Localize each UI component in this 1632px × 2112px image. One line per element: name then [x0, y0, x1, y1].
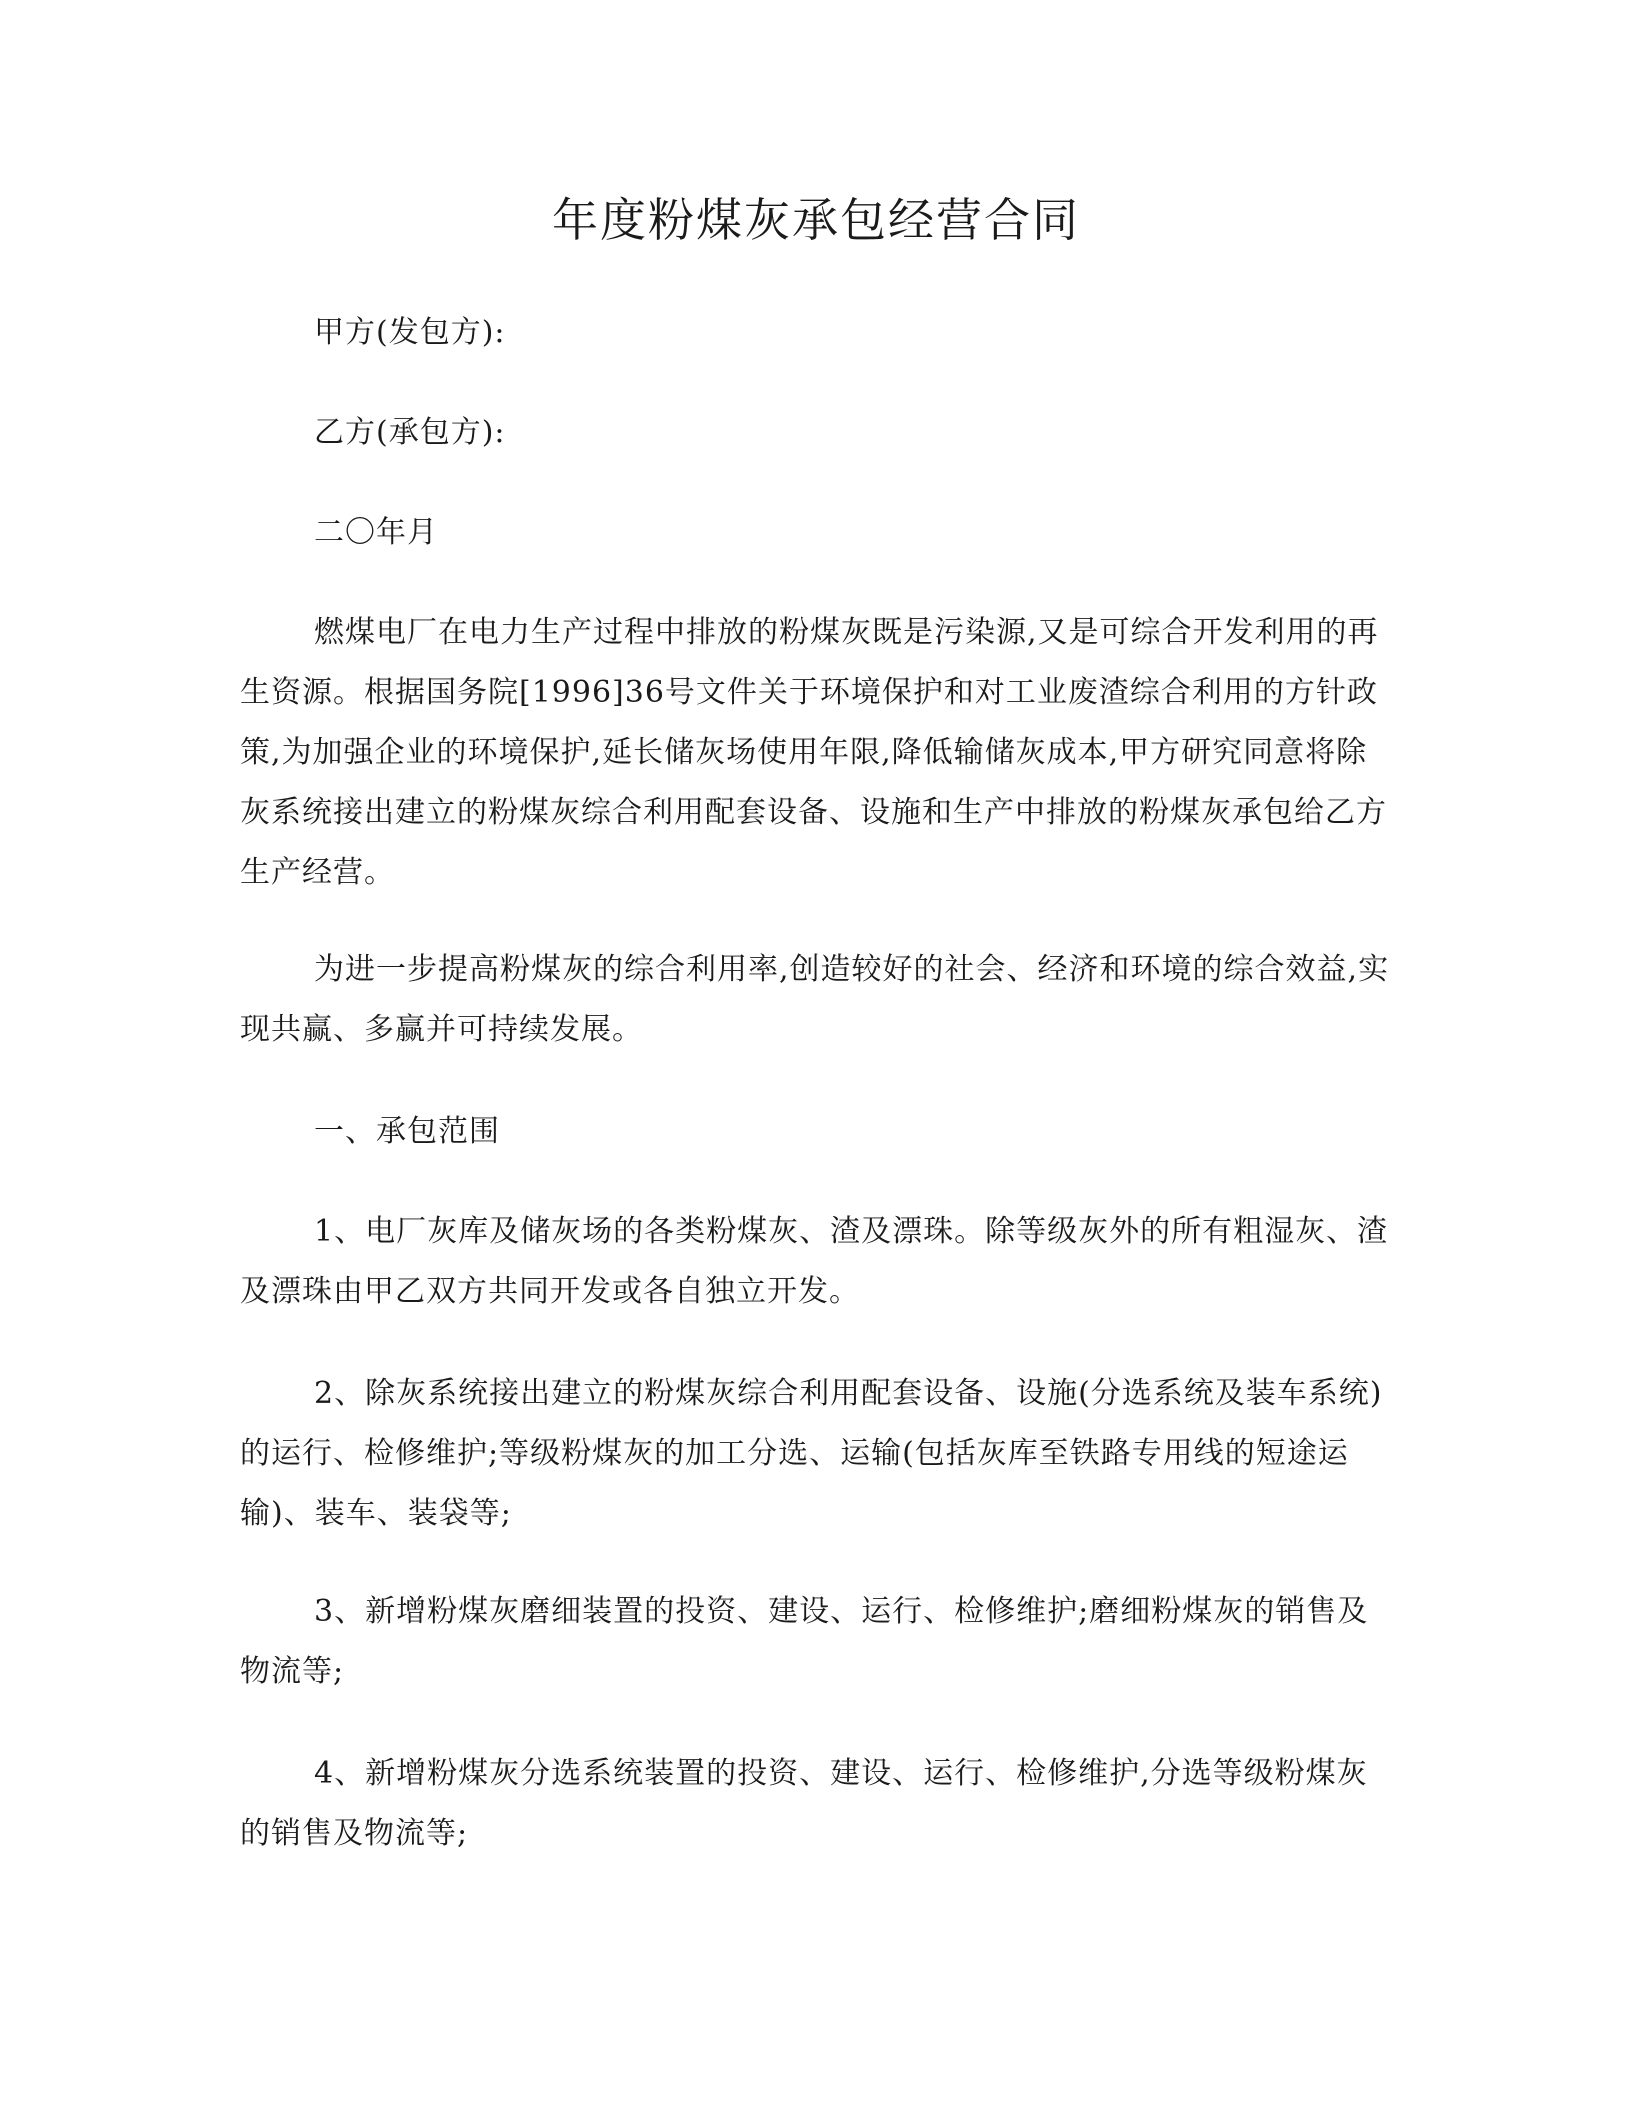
list-item-2: 2、除灰系统接出建立的粉煤灰综合利用配套设备、设施(分选系统及装车系统)的运行、检修维护;等级粉煤灰的加工分选、运输(包括灰库至铁路专用线的短途运输)、装车、装袋等;: [240, 1376, 1383, 1531]
party-b-line: 乙方(承包方):: [314, 415, 506, 450]
list-item-1: 1、电厂灰库及储灰场的各类粉煤灰、渣及漂珠。除等级灰外的所有粗湿灰、渣及漂珠由甲乙双方共同开发或各自独立开发。: [240, 1214, 1389, 1309]
list-item-3: 3、新增粉煤灰磨细装置的投资、建设、运行、检修维护;磨细粉煤灰的销售及物流等;: [240, 1594, 1369, 1689]
date-line: 二〇年月: [314, 515, 438, 550]
goal-paragraph: 为进一步提高粉煤灰的综合利用率,创造较好的社会、经济和环境的综合效益,实现共赢、多赢并可持续发展。: [240, 952, 1390, 1047]
intro-paragraph: 燃煤电厂在电力生产过程中排放的粉煤灰既是污染源,又是可综合开发利用的再生资源。根据国务院[1996]36号文件关于环境保护和对工业废渣综合利用的方针政策,为加强企业的环境保护,延长储灰场使用年限,降低输储灰成本,甲方研究同意将除灰系统接出建立的粉煤灰综合利用配套设备、设施和生产中排放的粉煤灰承包给乙方生产经营。: [240, 615, 1387, 890]
section-heading-scope: 一、承包范围: [314, 1114, 500, 1149]
list-item-4: 4、新增粉煤灰分选系统装置的投资、建设、运行、检修维护,分选等级粉煤灰的销售及物流等;: [240, 1756, 1368, 1851]
document-title: 年度粉煤灰承包经营合同: [552, 193, 1080, 247]
party-a-line: 甲方(发包方):: [314, 315, 506, 350]
